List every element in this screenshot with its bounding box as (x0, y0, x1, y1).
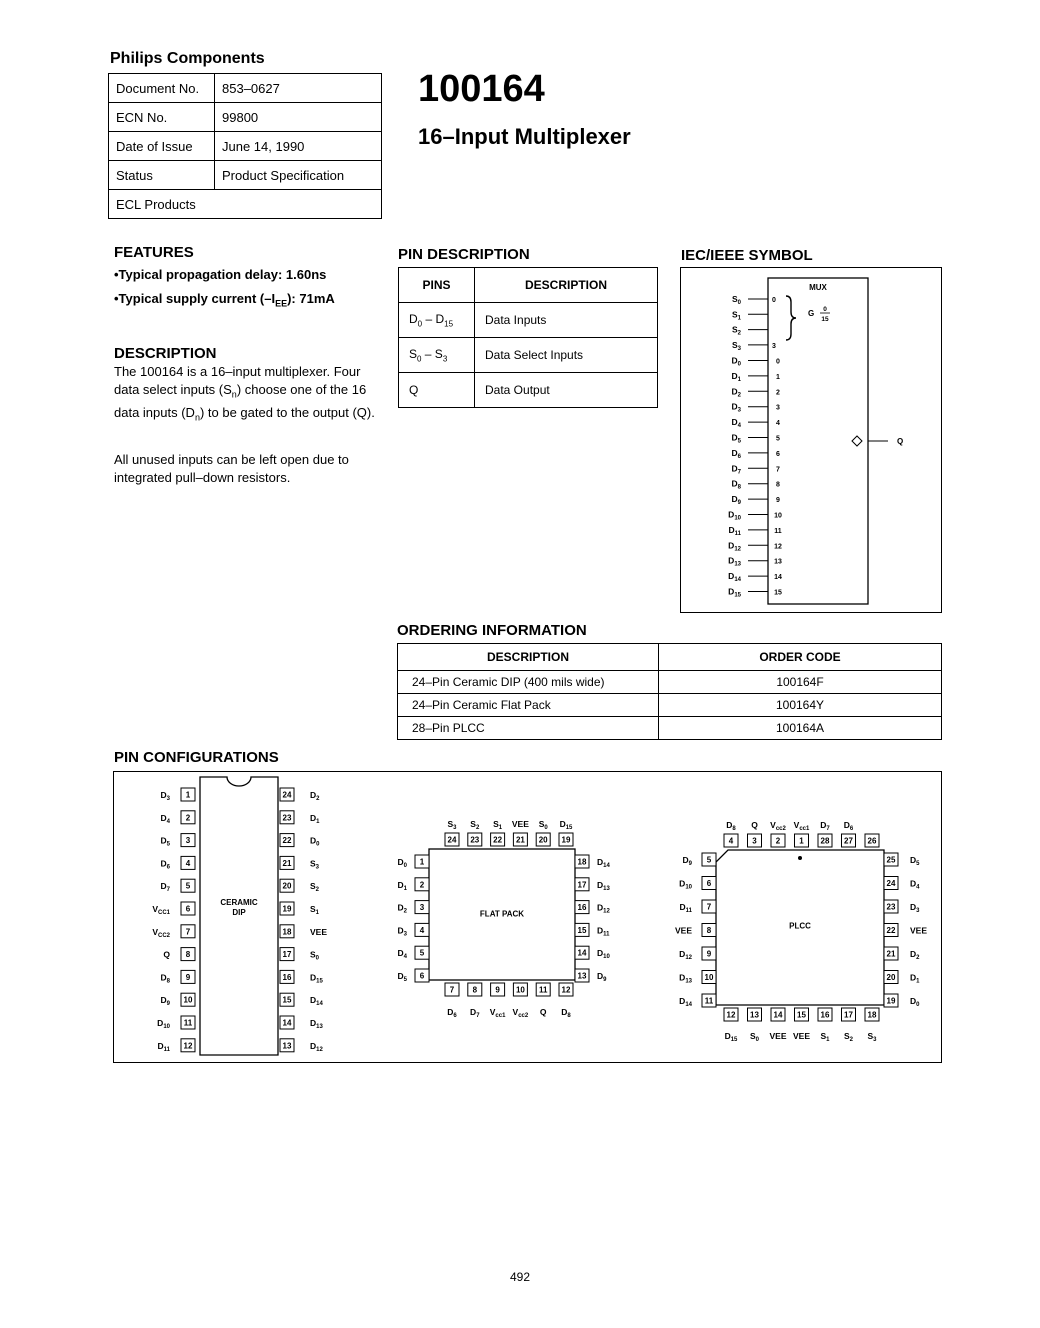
dip-pin-name: $S_3$ (310, 858, 320, 871)
pin-number: 10 (704, 973, 714, 982)
dip-pin-name: $S_1$ (310, 904, 320, 916)
flatpack-pin-name: $D_8$ (561, 1007, 571, 1019)
pin-number: 24 (447, 835, 457, 845)
pin-number: 6 (185, 904, 191, 914)
pin-number: 21 (282, 858, 292, 868)
pin-number: 21 (886, 949, 896, 959)
product-line: ECL Products (109, 190, 382, 219)
pin-number: 11 (704, 996, 714, 1006)
plcc-pin-name: $D_1$ (910, 972, 920, 985)
pin-number: 9 (185, 972, 191, 982)
plcc-pin-name: $V_{cc1}$ (793, 820, 810, 832)
plcc-pin-name: $D_7$ (820, 820, 830, 832)
data-input-number: 8 (776, 481, 780, 489)
pin-config-box (113, 771, 942, 1063)
flatpack-pin-name: $D_4$ (397, 948, 407, 961)
pin-number: 25 (886, 855, 896, 865)
plcc-pin-name: VEE (910, 925, 928, 936)
pin-number: 23 (470, 835, 480, 845)
data-input-label: $D_7$ (731, 463, 741, 476)
pin-number: 5 (419, 948, 425, 958)
pin-config-heading: PIN CONFIGURATIONS (114, 749, 279, 766)
data-input-number: 10 (774, 512, 782, 520)
dip-pin-name: $V_{CC1}$ (152, 904, 170, 916)
table-row (399, 338, 658, 373)
pin-number: 1 (419, 857, 425, 867)
plcc-pin-name: VEE (792, 1031, 811, 1041)
data-input-number: 7 (776, 466, 780, 474)
oi-code: 100164Y (659, 694, 942, 717)
pin-number: 9 (706, 949, 712, 959)
oi-desc: 24–Pin Ceramic DIP (400 mils wide) (398, 671, 659, 694)
data-input-label: $D_2$ (731, 386, 741, 399)
pin-number: 11 (183, 1018, 193, 1028)
plcc-pin-name: $D_0$ (910, 996, 920, 1008)
data-input-label: $D_{14}$ (728, 571, 741, 584)
flatpack-pin-name: $S_3$ (447, 819, 457, 831)
data-input-label: $D_0$ (731, 355, 741, 368)
pin-number: 7 (449, 985, 455, 995)
pin-description-heading: PIN DESCRIPTION (398, 246, 530, 263)
data-input-number: 6 (776, 450, 780, 458)
info-label: ECN No. (109, 103, 215, 132)
part-number: 100164 (418, 68, 545, 110)
dip-pin-name: $V_{CC2}$ (152, 926, 170, 939)
data-input-number: 0 (776, 358, 780, 366)
table-row (398, 717, 942, 740)
data-input-label: $D_9$ (731, 494, 741, 507)
mux-label: MUX (809, 283, 827, 292)
pin-number: 1 (185, 790, 191, 800)
pin-number: 17 (577, 880, 587, 890)
info-row (109, 103, 382, 132)
plcc-pin-name: $D_4$ (910, 878, 920, 891)
pin-number: 8 (706, 926, 712, 935)
pd-col-description: DESCRIPTION (475, 268, 658, 303)
data-input-number: 12 (774, 543, 782, 551)
pin-number: 5 (185, 881, 191, 891)
pd-desc: Data Select Inputs (475, 338, 658, 373)
feature-item-2: •Typical supply current $(-I_{EE})$: 71mA (114, 291, 335, 309)
dip-pin-name: $D_{13}$ (310, 1018, 323, 1030)
dip-pin-name: $D_3$ (160, 790, 170, 802)
description-para-2: All unused inputs can be left open due to integrated pull–down resistors. (114, 452, 349, 485)
iec-symbol-heading: IEC/IEEE SYMBOL (681, 247, 813, 264)
pin-number: 18 (577, 857, 587, 867)
pin-number: 12 (183, 1041, 193, 1051)
flatpack-pin-name: $D_5$ (397, 971, 407, 983)
data-input-number: 1 (776, 373, 780, 381)
pin-number: 22 (493, 835, 503, 845)
pin-number: 19 (886, 996, 896, 1006)
page-number: 492 (509, 1270, 531, 1284)
flatpack-pin-name: $D_9$ (597, 971, 607, 983)
data-input-number: 11 (774, 527, 782, 535)
dip-pin-name: $D_{12}$ (310, 1040, 323, 1053)
pin-number: 12 (726, 1010, 736, 1020)
pin-number: 18 (282, 927, 292, 937)
plcc-pin-name: VEE (674, 925, 692, 936)
dip-pin-name: $D_{14}$ (310, 995, 323, 1008)
description-heading: DESCRIPTION (114, 345, 217, 362)
plcc-pin-name: $V_{cc2}$ (770, 820, 786, 832)
flatpack-pin-name: $D_{10}$ (597, 948, 610, 961)
pin-number: 3 (419, 903, 425, 913)
pin-number: 13 (750, 1010, 759, 1020)
data-input-label: $D_4$ (731, 417, 741, 430)
plcc-pin-name: $D_{15}$ (724, 1031, 738, 1043)
plcc-pin-name: $D_{12}$ (679, 949, 692, 961)
info-label: Status (109, 161, 215, 190)
data-input-label: $D_8$ (731, 478, 741, 491)
data-input-label: $D_1$ (731, 370, 741, 383)
dip-pin-name: $D_8$ (160, 972, 170, 985)
pin-number: 20 (538, 835, 548, 845)
flatpack-pin-name: VEE (511, 819, 529, 829)
pin-number: 6 (419, 971, 425, 981)
flatpack-pin-name: $D_{14}$ (597, 857, 610, 869)
data-input-number: 5 (776, 435, 780, 443)
pin-number: 2 (185, 813, 191, 823)
select-number: 3 (772, 342, 776, 350)
pin-number: 20 (282, 881, 292, 891)
plcc-pin-name: $D_9$ (682, 855, 692, 867)
plcc-pin-name: $S_1$ (820, 1031, 830, 1043)
data-input-label: $D_6$ (731, 447, 741, 460)
dip-pin-name: $S_0$ (310, 949, 320, 962)
plcc-pin-name: $D_2$ (910, 949, 920, 961)
brace (786, 296, 796, 340)
flatpack-pin-name: $D_{11}$ (597, 925, 610, 938)
plcc-pin-name: $D_3$ (910, 902, 920, 914)
info-row (109, 161, 382, 190)
plcc-pin-name: $D_5$ (910, 855, 920, 867)
pin-number: 10 (183, 995, 193, 1005)
info-label: Date of Issue (109, 132, 215, 161)
feature-item-1: •Typical propagation delay: 1.60ns (114, 267, 327, 282)
flatpack-pin-name: $D_{12}$ (597, 902, 610, 915)
data-input-number: 14 (774, 574, 782, 582)
select-input-label: $S_0$ (731, 294, 741, 306)
pin-number: 14 (282, 1018, 292, 1028)
group-range-top: 0 (823, 306, 827, 313)
pin-number: 11 (538, 985, 548, 995)
flatpack-pin-name: $D_2$ (397, 902, 407, 915)
table-row (399, 373, 658, 408)
flatpack-pin-name: $D_6$ (447, 1007, 457, 1019)
info-value: Product Specification (215, 161, 382, 190)
data-input-number: 13 (774, 558, 782, 566)
iec-symbol-diagram (681, 268, 941, 612)
flatpack-pin-name: $V_{cc1}$ (489, 1007, 506, 1019)
pd-desc: Data Inputs (475, 303, 658, 338)
pin-number: 16 (820, 1010, 830, 1020)
info-value: 99800 (215, 103, 382, 132)
pin-number: 5 (706, 855, 712, 865)
pin-number: 23 (282, 813, 292, 823)
pin-number: 15 (282, 995, 292, 1005)
select-number: 0 (772, 297, 776, 304)
plcc-pin-name: Q (751, 820, 758, 830)
flatpack-pin-name: Q (539, 1007, 547, 1017)
dip-pin-name: $D_{11}$ (157, 1040, 170, 1053)
info-row (109, 74, 382, 103)
dip-pin-name: $D_6$ (160, 858, 170, 871)
data-input-label: $D_{12}$ (728, 540, 741, 553)
pin-number: 15 (797, 1010, 806, 1020)
data-input-label: $D_{11}$ (728, 524, 741, 537)
oi-col-order-code: ORDER CODE (659, 644, 942, 671)
document-info-table (108, 73, 382, 219)
plcc-pin-name: $S_3$ (867, 1031, 877, 1043)
group-range-bottom: 15 (821, 316, 829, 323)
pin-number: 13 (577, 971, 587, 981)
pin-number: 6 (706, 879, 712, 888)
plcc-pin-name: $D_{10}$ (679, 878, 692, 891)
oi-desc: 28–Pin PLCC (398, 717, 659, 740)
table-row (399, 303, 658, 338)
pin-number: 23 (886, 902, 896, 912)
flatpack-pin-name: $D_0$ (397, 857, 407, 869)
pin-number: 8 (472, 985, 478, 995)
dip-pin-name: VEE (310, 926, 328, 937)
pin-number: 24 (886, 879, 896, 888)
pin-number: 8 (185, 950, 191, 960)
pin-number: 10 (515, 985, 525, 995)
company-name: Philips Components (110, 50, 265, 67)
data-input-label: $D_{10}$ (728, 509, 741, 522)
plcc-pin-name: $D_{13}$ (679, 972, 692, 985)
flatpack-pin-name: $D_7$ (470, 1007, 480, 1019)
pin-number: 13 (282, 1041, 292, 1051)
pin-number: 27 (844, 836, 853, 846)
pin-number: 2 (419, 880, 425, 890)
dip-pin-name: $D_9$ (160, 995, 170, 1008)
plcc-pin-name: $D_6$ (843, 820, 854, 832)
pin-number: 2 (775, 836, 781, 846)
select-input-label: $S_1$ (731, 309, 741, 322)
table-row (398, 694, 942, 717)
iec-symbol-box (680, 267, 942, 613)
data-input-number: 3 (776, 404, 780, 412)
ordering-heading: ORDERING INFORMATION (397, 622, 587, 639)
flatpack-pin-name: $D_{13}$ (597, 879, 610, 892)
select-input-label: $S_3$ (731, 339, 741, 352)
pin-number: 22 (886, 926, 896, 935)
ordering-table (397, 643, 942, 740)
oi-code: 100164A (659, 717, 942, 740)
pin-number: 15 (577, 925, 587, 935)
flatpack-pin-name: $S_0$ (538, 819, 548, 831)
data-input-number: 4 (776, 420, 780, 428)
data-input-number: 2 (776, 389, 780, 397)
flatpack-pin-name: $D_{15}$ (559, 819, 573, 831)
plcc-pin-name: VEE (769, 1031, 787, 1041)
dip-pin-name: $D_7$ (160, 881, 170, 894)
dip-pin-name: $D_{10}$ (157, 1018, 170, 1030)
dip-pin-name: $S_2$ (310, 881, 320, 894)
data-input-number: 9 (776, 497, 780, 505)
pin-number: 19 (282, 904, 292, 914)
pin-number: 17 (844, 1010, 853, 1020)
pin-number: 3 (185, 836, 191, 846)
flatpack-pin-name: $S_2$ (470, 819, 480, 831)
plcc-label: PLCC (789, 921, 811, 931)
oi-desc: 24–Pin Ceramic Flat Pack (398, 694, 659, 717)
info-value: 853–0627 (215, 74, 382, 103)
features-heading: FEATURES (114, 244, 194, 261)
oi-col-description: DESCRIPTION (398, 644, 659, 671)
open-emitter-symbol (852, 436, 862, 446)
info-label: Document No. (109, 74, 215, 103)
pin-number: 14 (577, 948, 587, 958)
pin-config-diagram (114, 772, 941, 1062)
pin-number: 19 (561, 835, 571, 845)
pin-number: 4 (728, 836, 734, 846)
pin-number: 16 (577, 903, 587, 913)
flatpack-label: FLAT PACK (479, 909, 525, 919)
flatpack-pin-name: $S_1$ (493, 819, 503, 831)
pin-number: 20 (886, 973, 896, 982)
pin-number: 18 (867, 1010, 877, 1020)
mux-block (768, 278, 868, 604)
pin-number: 21 (515, 835, 525, 845)
group-label: G (808, 309, 815, 318)
pin-number: 4 (185, 858, 191, 868)
dip-pin-name: $D_5$ (160, 835, 170, 848)
pin-number: 9 (495, 985, 500, 995)
table-row (398, 671, 942, 694)
dip-pin-name: $D_4$ (160, 812, 170, 825)
plcc-pin-name: $D_8$ (726, 820, 736, 832)
dip-label: DIP (232, 908, 246, 917)
dip-pin-name: $D_0$ (310, 835, 320, 848)
pin-number: 14 (773, 1010, 783, 1020)
plcc-pin-name: $D_{11}$ (679, 902, 692, 914)
pin-number: 7 (706, 902, 712, 912)
dip-pin-name: Q (163, 949, 170, 960)
pd-pins: $D_0 - D_{15}$ (399, 303, 475, 338)
pin-number: 3 (752, 836, 757, 846)
dip-pin-name: $D_{15}$ (310, 972, 323, 985)
pin-number: 7 (185, 927, 191, 937)
pd-pins: Q (399, 373, 475, 408)
description-para-1: The 100164 is a 16–input multiplexer. Four data select inputs $(S_n)$ choose one of the 16 data inputs $(D_n)$ to be gated to the output (Q). (114, 364, 375, 423)
pin-number: 17 (282, 950, 292, 960)
plcc-pin-name: $S_2$ (843, 1031, 854, 1043)
data-input-label: $D_3$ (731, 401, 741, 414)
data-input-label: $D_5$ (731, 432, 741, 445)
pd-col-pins: PINS (399, 268, 475, 303)
pin-number: 26 (867, 836, 877, 846)
flatpack-pin-name: $V_{cc2}$ (512, 1007, 529, 1019)
plcc-pin-name: $D_{14}$ (679, 996, 692, 1008)
pd-pins: $S_0 - S_3$ (399, 338, 475, 373)
pin-description-table (398, 267, 658, 408)
oi-code: 100164F (659, 671, 942, 694)
plcc-pin-name: $S_0$ (749, 1031, 760, 1043)
data-input-number: 15 (774, 589, 782, 597)
flatpack-pin-name: $D_3$ (397, 925, 407, 938)
info-row (109, 132, 382, 161)
pin-number: 28 (820, 836, 830, 846)
pin-number: 16 (282, 972, 292, 982)
select-input-label: $S_2$ (731, 324, 741, 337)
pin1-marker (798, 856, 802, 860)
dip-label: CERAMIC (220, 898, 258, 907)
page-title: 16–Input Multiplexer (418, 124, 631, 149)
pin-number: 12 (561, 985, 571, 995)
info-row (109, 190, 382, 219)
dip-pin-name: $D_1$ (310, 812, 320, 825)
data-input-label: $D_{13}$ (728, 555, 741, 568)
pin-number: 1 (799, 836, 804, 846)
pin-number: 22 (282, 836, 292, 846)
flatpack-pin-name: $D_1$ (397, 879, 407, 892)
pin-number: 4 (419, 925, 425, 935)
pin-number: 24 (282, 790, 292, 800)
data-input-label: $D_{15}$ (728, 586, 741, 599)
pd-desc: Data Output (475, 373, 658, 408)
output-label: Q (897, 437, 904, 446)
dip-pin-name: $D_2$ (310, 790, 320, 802)
info-value: June 14, 1990 (215, 132, 382, 161)
